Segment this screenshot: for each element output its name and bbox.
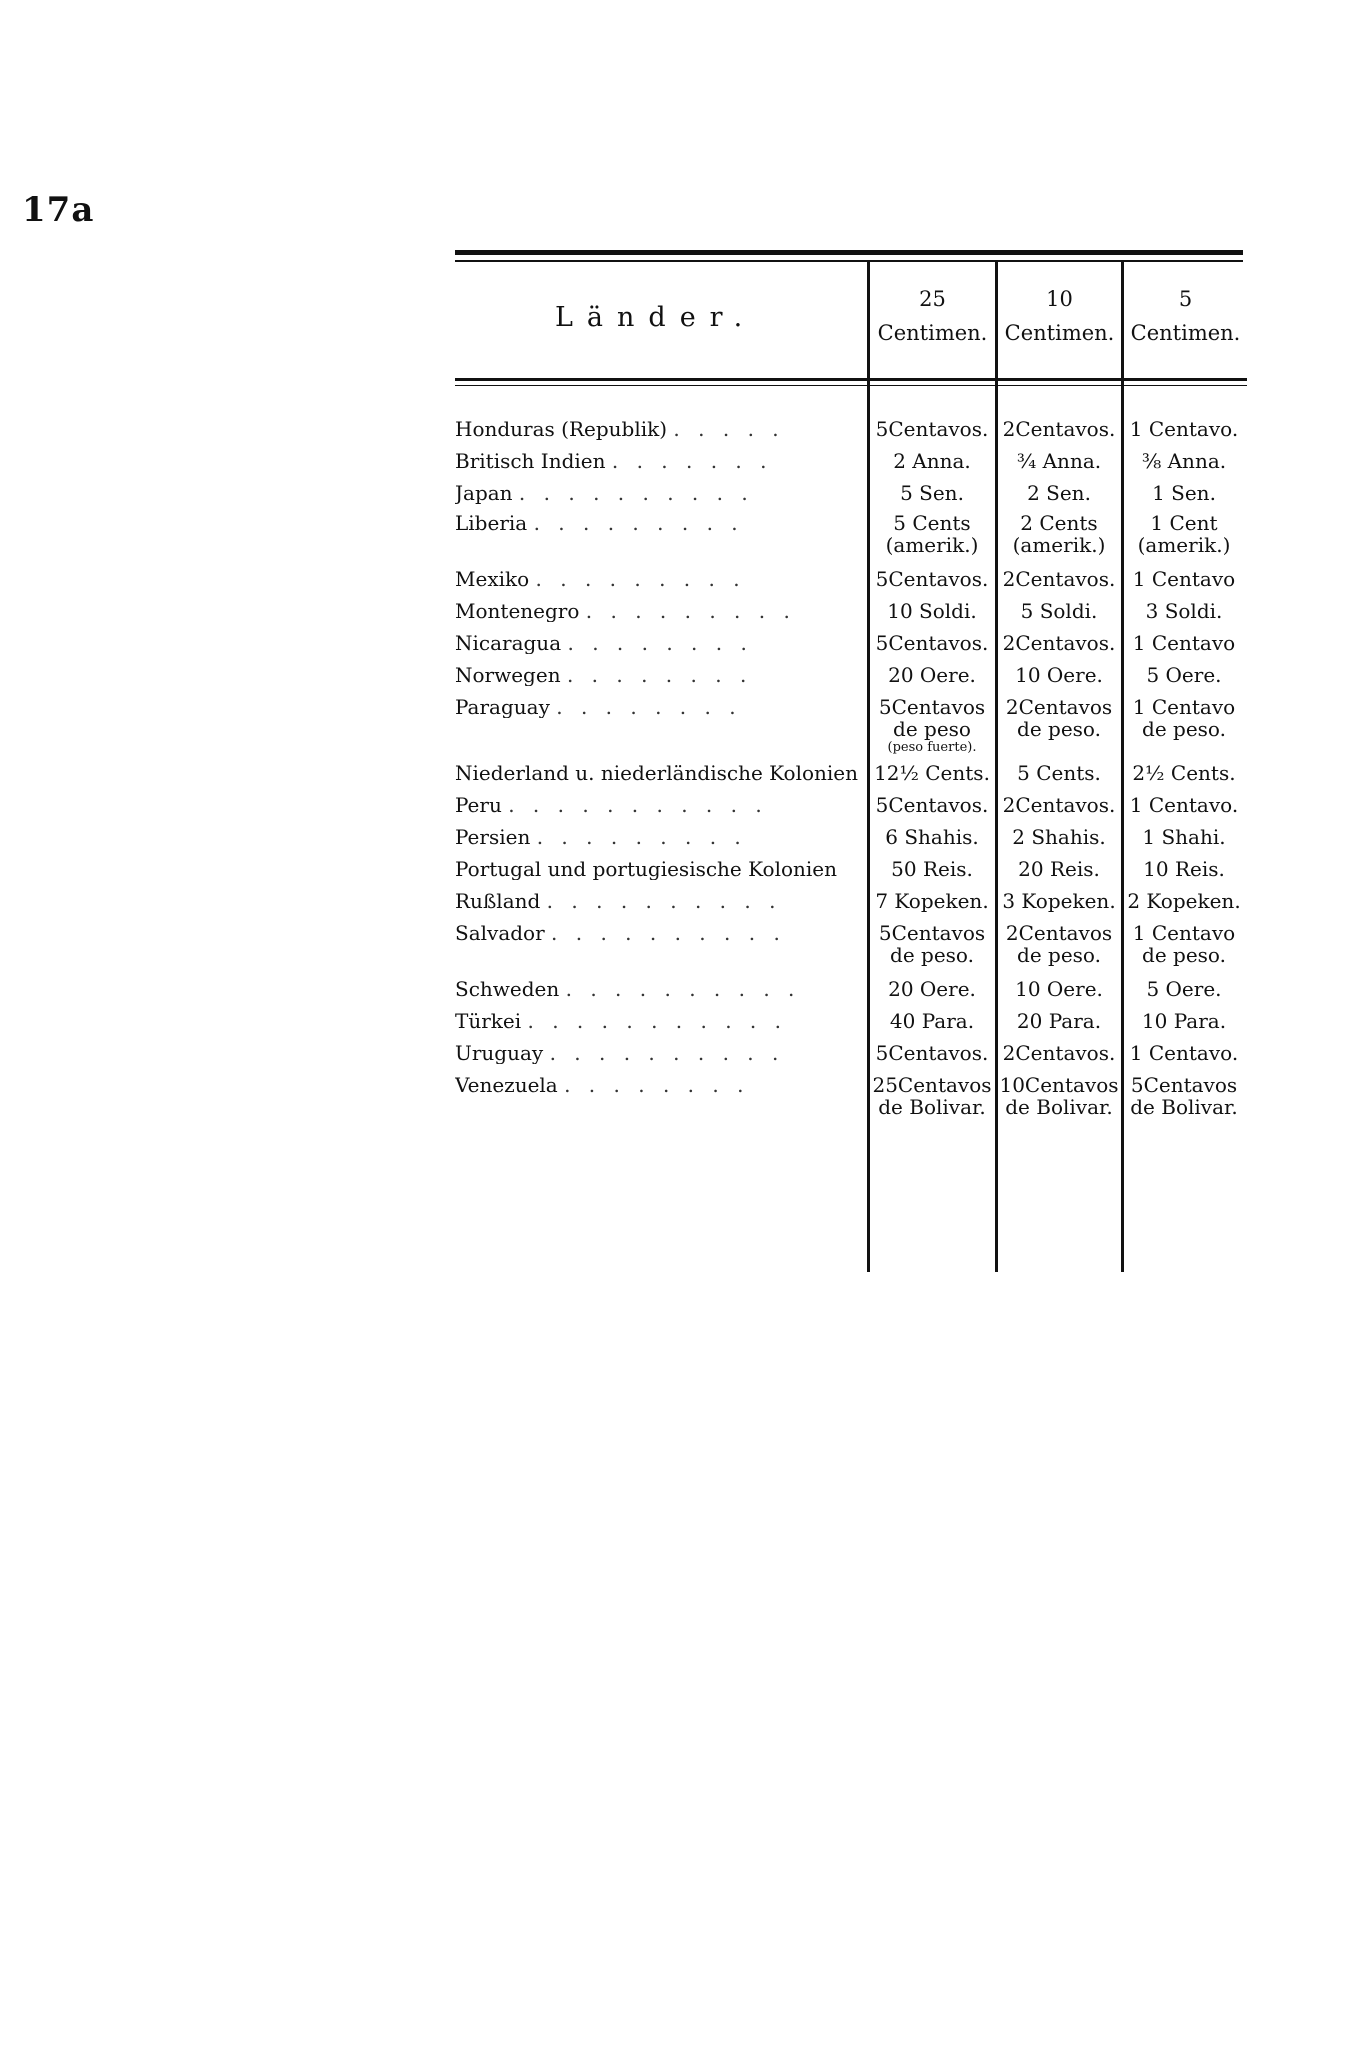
- leader-dots: . . . . . . . .: [566, 664, 753, 686]
- value-line: de peso.: [1142, 717, 1226, 741]
- country-label: Japan: [455, 482, 513, 504]
- country-label: Niederland u. niederländische Kolonien: [455, 762, 859, 784]
- value-line: 1 Centavo.: [1129, 417, 1239, 441]
- value-line: 5 Oere.: [1146, 663, 1222, 687]
- country-label: Türkei: [455, 1010, 522, 1032]
- value-line: 2 Sen.: [1027, 481, 1091, 505]
- value-line: 10 Oere.: [1015, 977, 1103, 1001]
- country-name: [455, 600, 860, 622]
- value-cell-10: [995, 418, 1123, 440]
- header-rule-thin: [455, 385, 1247, 386]
- value-line: 5Centavos.: [875, 793, 989, 817]
- value-line: 5 Cents: [893, 511, 971, 535]
- country-name: [455, 568, 860, 590]
- country-name: [455, 512, 860, 534]
- value-cell-25: [867, 600, 997, 622]
- leader-dots: . . . . . . . . . . .: [527, 1010, 788, 1032]
- value-line: 1 Centavo: [1132, 921, 1236, 945]
- value-cell-5: [1121, 1010, 1247, 1032]
- value-cell-10: [995, 512, 1123, 556]
- value-line: 1 Centavo: [1132, 631, 1236, 655]
- value-line: 5Centavos.: [875, 1041, 989, 1065]
- leader-dots: . . . . . . . . .: [535, 568, 746, 590]
- value-cell-5: [1121, 418, 1247, 440]
- value-line: 5Centavos.: [875, 567, 989, 591]
- value-line: 3 Soldi.: [1145, 599, 1223, 623]
- column-header-10: [998, 282, 1121, 350]
- leader-dots: . . . . . . . . . .: [546, 890, 782, 912]
- value-line: (amerik.): [1012, 533, 1106, 557]
- value-cell-5: [1121, 978, 1247, 1000]
- value-line: 6 Shahis.: [885, 825, 979, 849]
- value-cell-10: [995, 922, 1123, 966]
- value-cell-5: [1121, 482, 1247, 504]
- value-line: 5Centavos.: [875, 417, 989, 441]
- value-cell-10: [995, 632, 1123, 654]
- value-line: 2Centavos.: [1002, 631, 1116, 655]
- value-cell-10: [995, 1010, 1123, 1032]
- value-cell-5: [1121, 512, 1247, 556]
- leader-dots: . . . . . . . .: [556, 696, 742, 718]
- value-cell-10: [995, 826, 1123, 848]
- value-line: 2 Cents: [1020, 511, 1098, 535]
- value-line: 10 Para.: [1141, 1009, 1227, 1033]
- column-header-unit: Centimen.: [1130, 321, 1241, 345]
- value-cell-25: [867, 1074, 997, 1118]
- country-label: Uruguay: [455, 1042, 544, 1064]
- value-cell-5: [1121, 858, 1247, 880]
- country-label: Rußland: [455, 890, 541, 912]
- value-cell-10: [995, 1042, 1123, 1064]
- country-label: Persien: [455, 826, 531, 848]
- value-line: 10 Oere.: [1015, 663, 1103, 687]
- country-label: Mexiko: [455, 568, 530, 590]
- country-label: Nicaragua: [455, 632, 562, 654]
- value-line: 2Centavos.: [1002, 793, 1116, 817]
- country-name: [455, 482, 860, 504]
- value-cell-10: [995, 450, 1123, 472]
- value-cell-10: [995, 600, 1123, 622]
- country-name: [455, 632, 860, 654]
- value-cell-25: [867, 858, 997, 880]
- value-cell-25: [867, 482, 997, 504]
- value-line: 1 Cent: [1150, 511, 1218, 535]
- value-cell-5: [1121, 1074, 1247, 1118]
- value-line: 1 Centavo: [1132, 567, 1236, 591]
- top-rule-thick: [455, 250, 1243, 255]
- header-rule-thick: [455, 378, 1247, 381]
- value-cell-10: [995, 978, 1123, 1000]
- value-cell-25: [867, 418, 997, 440]
- value-cell-25: [867, 1010, 997, 1032]
- value-cell-10: [995, 762, 1123, 784]
- column-header-unit: Centimen.: [1004, 321, 1115, 345]
- value-line: 2 Anna.: [893, 449, 971, 473]
- value-cell-10: [995, 696, 1123, 740]
- country-name: [455, 1074, 860, 1096]
- value-cell-5: [1121, 632, 1247, 654]
- value-cell-25: [867, 890, 997, 912]
- country-label: Liberia: [455, 512, 528, 534]
- value-line: 5Centavos: [1130, 1073, 1238, 1097]
- leader-dots: . . . . . . . . .: [585, 600, 796, 622]
- value-line: 7 Kopeken.: [875, 889, 989, 913]
- value-cell-10: [995, 858, 1123, 880]
- value-line: 40 Para.: [889, 1009, 975, 1033]
- value-cell-10: [995, 568, 1123, 590]
- value-cell-25: [867, 1042, 997, 1064]
- value-line: ¾ Anna.: [1016, 449, 1102, 473]
- value-line: 2Centavos.: [1002, 567, 1116, 591]
- value-line: 5Centavos: [878, 921, 986, 945]
- country-label: Norwegen: [455, 664, 561, 686]
- leader-dots: . . . . . . . . . . .: [508, 794, 768, 816]
- value-line: 10 Reis.: [1143, 857, 1225, 881]
- value-line: 5 Soldi.: [1020, 599, 1098, 623]
- value-line: 5Centavos.: [875, 631, 989, 655]
- value-line: 1 Centavo.: [1129, 1041, 1239, 1065]
- leader-dots: . . . . . . . . . .: [518, 482, 754, 504]
- leader-dots: . . . . . . .: [611, 450, 773, 472]
- value-line: 25Centavos: [872, 1073, 992, 1097]
- value-cell-5: [1121, 450, 1247, 472]
- country-name: [455, 858, 860, 880]
- value-cell-5: [1121, 762, 1247, 784]
- value-line: 50 Reis.: [891, 857, 973, 881]
- value-cell-25: [867, 826, 997, 848]
- country-name: [455, 762, 860, 784]
- country-name: [455, 794, 860, 816]
- value-line: 1 Centavo: [1132, 695, 1236, 719]
- country-label: Salvador: [455, 922, 545, 944]
- country-name: [455, 890, 860, 912]
- value-line: 2 Kopeken.: [1127, 889, 1241, 913]
- value-line: (amerik.): [885, 533, 979, 557]
- value-line: 3 Kopeken.: [1002, 889, 1116, 913]
- value-line: ⅜ Anna.: [1141, 449, 1227, 473]
- value-line: 5Centavos: [878, 695, 986, 719]
- country-name: [455, 1010, 860, 1032]
- value-line: de peso.: [890, 943, 974, 967]
- country-name: [455, 450, 860, 472]
- value-line: de Bolivar.: [1130, 1095, 1238, 1119]
- value-line: 5 Cents.: [1017, 761, 1101, 785]
- country-label: Montenegro: [455, 600, 580, 622]
- value-note: (peso fuerte).: [887, 740, 977, 755]
- currency-table: [455, 250, 1247, 1272]
- country-name: [455, 922, 860, 944]
- column-header-25: [870, 282, 995, 350]
- value-cell-25: [867, 568, 997, 590]
- value-line: 5 Sen.: [900, 481, 964, 505]
- value-line: 1 Centavo.: [1129, 793, 1239, 817]
- value-line: 2Centavos.: [1002, 417, 1116, 441]
- value-cell-25: [867, 512, 997, 556]
- leader-dots: . . . . . . . . . .: [551, 922, 786, 944]
- value-cell-25: [867, 696, 997, 756]
- value-line: 2½ Cents.: [1132, 761, 1236, 785]
- value-cell-10: [995, 482, 1123, 504]
- column-header-value: 25: [919, 287, 946, 311]
- value-cell-25: [867, 794, 997, 816]
- value-line: 5 Oere.: [1146, 977, 1222, 1001]
- value-line: 20 Oere.: [888, 977, 976, 1001]
- value-cell-10: [995, 664, 1123, 686]
- value-cell-5: [1121, 568, 1247, 590]
- column-header-value: 10: [1046, 287, 1073, 311]
- value-line: 1 Sen.: [1152, 481, 1216, 505]
- value-cell-5: [1121, 794, 1247, 816]
- value-cell-5: [1121, 826, 1247, 848]
- column-header-unit: Centimen.: [877, 321, 988, 345]
- country-name: [455, 696, 860, 718]
- leader-dots: . . . . . . . . . .: [565, 978, 801, 1000]
- value-line: 10Centavos: [999, 1073, 1119, 1097]
- country-name: [455, 978, 860, 1000]
- value-cell-5: [1121, 890, 1247, 912]
- country-label: Schweden: [455, 978, 560, 1000]
- leader-dots: . . . . . . . . . .: [549, 1042, 785, 1064]
- country-name: [455, 418, 860, 440]
- value-line: 20 Para.: [1016, 1009, 1102, 1033]
- value-line: 20 Reis.: [1018, 857, 1100, 881]
- value-cell-10: [995, 794, 1123, 816]
- value-line: 10 Soldi.: [887, 599, 977, 623]
- value-line: 2Centavos.: [1002, 1041, 1116, 1065]
- value-line: 2Centavos: [1005, 695, 1113, 719]
- country-label: Honduras (Republik): [455, 418, 668, 440]
- value-cell-5: [1121, 1042, 1247, 1064]
- leader-dots: . . . . . . . .: [567, 632, 753, 654]
- value-cell-5: [1121, 922, 1247, 966]
- value-cell-25: [867, 922, 997, 966]
- leader-dots: . . . . . . . .: [564, 1074, 750, 1096]
- country-label: Paraguay: [455, 696, 550, 718]
- value-line: 2Centavos: [1005, 921, 1113, 945]
- value-line: de Bolivar.: [878, 1095, 986, 1119]
- value-cell-25: [867, 664, 997, 686]
- country-label: Venezuela: [455, 1074, 558, 1096]
- value-cell-5: [1121, 696, 1247, 740]
- value-cell-25: [867, 632, 997, 654]
- value-cell-5: [1121, 600, 1247, 622]
- column-header-5: [1124, 282, 1247, 350]
- value-cell-10: [995, 1074, 1123, 1118]
- country-name: [455, 826, 860, 848]
- leader-dots: . . . . . . . . .: [536, 826, 747, 848]
- value-line: 2 Shahis.: [1012, 825, 1106, 849]
- countries-column-header: Länder.: [555, 302, 757, 333]
- page-number: 17a: [22, 190, 95, 230]
- country-name: [455, 664, 860, 686]
- leader-dots: . . . . . . . . .: [533, 512, 744, 534]
- top-rule-thin: [455, 260, 1243, 262]
- country-name: [455, 1042, 860, 1064]
- value-line: (amerik.): [1137, 533, 1231, 557]
- value-cell-25: [867, 450, 997, 472]
- country-label: Britisch Indien: [455, 450, 606, 472]
- value-line: de peso.: [1017, 717, 1101, 741]
- value-cell-5: [1121, 664, 1247, 686]
- value-line: 12½ Cents.: [874, 761, 990, 785]
- value-line: de Bolivar.: [1005, 1095, 1113, 1119]
- value-line: de peso: [893, 717, 971, 741]
- value-line: de peso.: [1142, 943, 1226, 967]
- leader-dots: . . . . .: [673, 418, 785, 440]
- value-cell-25: [867, 978, 997, 1000]
- column-header-value: 5: [1178, 287, 1193, 311]
- value-line: 1 Shahi.: [1142, 825, 1226, 849]
- value-cell-10: [995, 890, 1123, 912]
- value-cell-25: [867, 762, 997, 784]
- value-line: 20 Oere.: [888, 663, 976, 687]
- value-line: de peso.: [1017, 943, 1101, 967]
- country-label: Portugal und portugiesische Kolonien: [455, 858, 838, 880]
- country-label: Peru: [455, 794, 502, 816]
